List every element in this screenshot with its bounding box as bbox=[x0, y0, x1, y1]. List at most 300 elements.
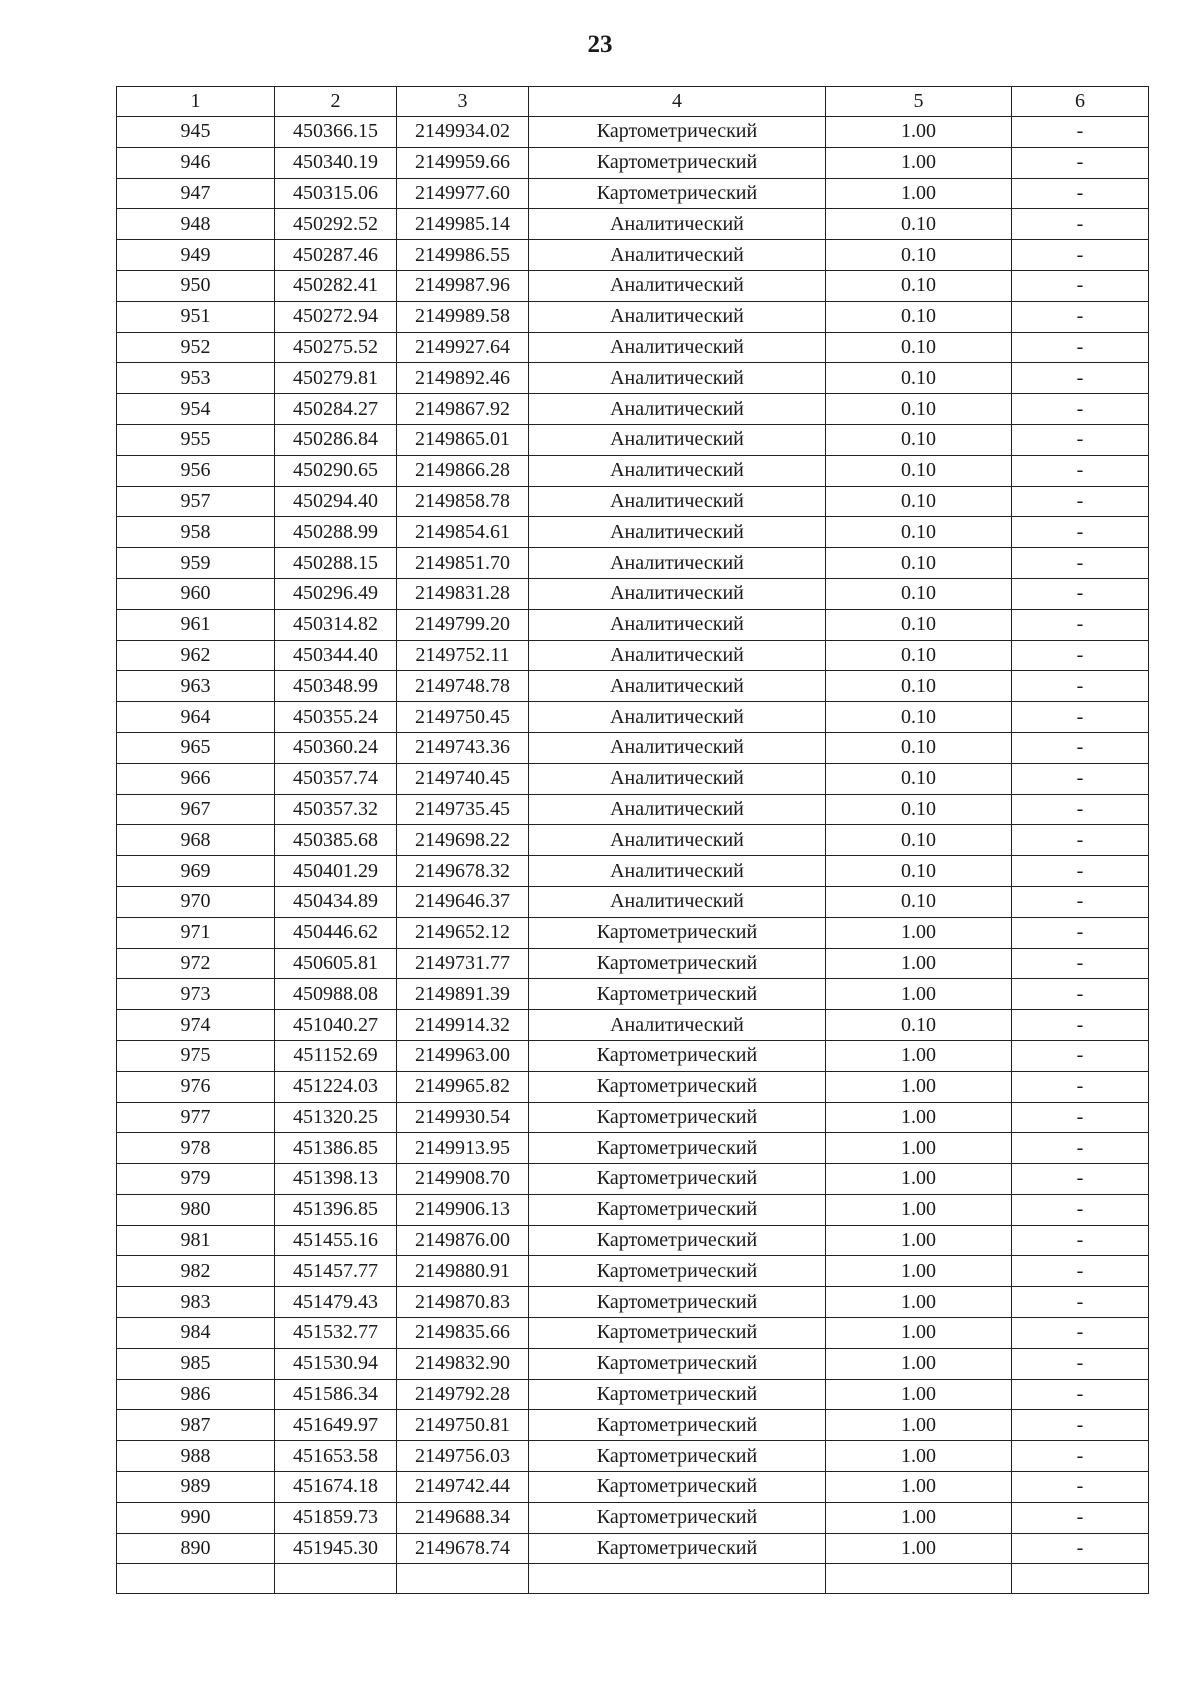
accuracy-cell: 1.00 bbox=[826, 147, 1012, 178]
empty-table-row bbox=[117, 1564, 1149, 1594]
table-row bbox=[117, 486, 1149, 517]
empty-cell bbox=[117, 1564, 275, 1594]
point-number-cell: 948 bbox=[117, 209, 275, 240]
method-cell: Аналитический bbox=[529, 517, 826, 548]
table-row bbox=[117, 671, 1149, 702]
y-coordinate-cell: 2149835.66 bbox=[397, 1318, 529, 1349]
y-coordinate-cell: 2149831.28 bbox=[397, 578, 529, 609]
y-coordinate-cell: 2149688.34 bbox=[397, 1502, 529, 1533]
y-coordinate-cell: 2149735.45 bbox=[397, 794, 529, 825]
method-cell: Картометрический bbox=[529, 1040, 826, 1071]
point-number-cell: 978 bbox=[117, 1133, 275, 1164]
method-cell: Картометрический bbox=[529, 1348, 826, 1379]
method-cell: Картометрический bbox=[529, 1441, 826, 1472]
y-coordinate-cell: 2149652.12 bbox=[397, 917, 529, 948]
y-coordinate-cell: 2149742.44 bbox=[397, 1472, 529, 1503]
y-coordinate-cell: 2149678.32 bbox=[397, 856, 529, 887]
note-cell: - bbox=[1012, 117, 1149, 148]
y-coordinate-cell: 2149743.36 bbox=[397, 732, 529, 763]
empty-cell bbox=[529, 1564, 826, 1594]
accuracy-cell: 0.10 bbox=[826, 301, 1012, 332]
x-coordinate-cell: 450288.15 bbox=[275, 548, 397, 579]
table-row bbox=[117, 732, 1149, 763]
note-cell: - bbox=[1012, 948, 1149, 979]
point-number-cell: 964 bbox=[117, 702, 275, 733]
column-header-1: 1 bbox=[117, 87, 275, 117]
x-coordinate-cell: 451649.97 bbox=[275, 1410, 397, 1441]
method-cell: Картометрический bbox=[529, 1194, 826, 1225]
accuracy-cell: 1.00 bbox=[826, 1441, 1012, 1472]
x-coordinate-cell: 450279.81 bbox=[275, 363, 397, 394]
note-cell: - bbox=[1012, 548, 1149, 579]
table-row bbox=[117, 640, 1149, 671]
accuracy-cell: 0.10 bbox=[826, 332, 1012, 363]
accuracy-cell: 1.00 bbox=[826, 1225, 1012, 1256]
method-cell: Картометрический bbox=[529, 1133, 826, 1164]
point-number-cell: 979 bbox=[117, 1164, 275, 1195]
x-coordinate-cell: 450286.84 bbox=[275, 424, 397, 455]
point-number-cell: 969 bbox=[117, 856, 275, 887]
point-number-cell: 955 bbox=[117, 424, 275, 455]
y-coordinate-cell: 2149865.01 bbox=[397, 424, 529, 455]
x-coordinate-cell: 450605.81 bbox=[275, 948, 397, 979]
point-number-cell: 953 bbox=[117, 363, 275, 394]
accuracy-cell: 0.10 bbox=[826, 394, 1012, 425]
empty-cell bbox=[1012, 1564, 1149, 1594]
table-row bbox=[117, 147, 1149, 178]
note-cell: - bbox=[1012, 763, 1149, 794]
table-row bbox=[117, 455, 1149, 486]
x-coordinate-cell: 450296.49 bbox=[275, 578, 397, 609]
method-cell: Картометрический bbox=[529, 1256, 826, 1287]
y-coordinate-cell: 2149880.91 bbox=[397, 1256, 529, 1287]
x-coordinate-cell: 450344.40 bbox=[275, 640, 397, 671]
point-number-cell: 972 bbox=[117, 948, 275, 979]
accuracy-cell: 1.00 bbox=[826, 1194, 1012, 1225]
accuracy-cell: 0.10 bbox=[826, 702, 1012, 733]
note-cell: - bbox=[1012, 209, 1149, 240]
note-cell: - bbox=[1012, 240, 1149, 271]
point-number-cell: 947 bbox=[117, 178, 275, 209]
accuracy-cell: 1.00 bbox=[826, 1102, 1012, 1133]
y-coordinate-cell: 2149891.39 bbox=[397, 979, 529, 1010]
method-cell: Картометрический bbox=[529, 1318, 826, 1349]
empty-cell bbox=[826, 1564, 1012, 1594]
table-row bbox=[117, 424, 1149, 455]
y-coordinate-cell: 2149913.95 bbox=[397, 1133, 529, 1164]
point-number-cell: 971 bbox=[117, 917, 275, 948]
y-coordinate-cell: 2149750.81 bbox=[397, 1410, 529, 1441]
y-coordinate-cell: 2149731.77 bbox=[397, 948, 529, 979]
method-cell: Картометрический bbox=[529, 1502, 826, 1533]
method-cell: Аналитический bbox=[529, 794, 826, 825]
table-row bbox=[117, 394, 1149, 425]
point-number-cell: 968 bbox=[117, 825, 275, 856]
x-coordinate-cell: 450446.62 bbox=[275, 917, 397, 948]
note-cell: - bbox=[1012, 1194, 1149, 1225]
table-row bbox=[117, 240, 1149, 271]
y-coordinate-cell: 2149985.14 bbox=[397, 209, 529, 240]
page-number: 23 bbox=[587, 31, 613, 58]
table-row bbox=[117, 1133, 1149, 1164]
note-cell: - bbox=[1012, 794, 1149, 825]
y-coordinate-cell: 2149876.00 bbox=[397, 1225, 529, 1256]
point-number-cell: 988 bbox=[117, 1441, 275, 1472]
table-row bbox=[117, 1472, 1149, 1503]
x-coordinate-cell: 450282.41 bbox=[275, 270, 397, 301]
point-number-cell: 960 bbox=[117, 578, 275, 609]
note-cell: - bbox=[1012, 640, 1149, 671]
method-cell: Картометрический bbox=[529, 178, 826, 209]
y-coordinate-cell: 2149698.22 bbox=[397, 825, 529, 856]
note-cell: - bbox=[1012, 1410, 1149, 1441]
accuracy-cell: 1.00 bbox=[826, 1287, 1012, 1318]
note-cell: - bbox=[1012, 825, 1149, 856]
column-header-3: 3 bbox=[397, 87, 529, 117]
y-coordinate-cell: 2149748.78 bbox=[397, 671, 529, 702]
table-row bbox=[117, 548, 1149, 579]
x-coordinate-cell: 450385.68 bbox=[275, 825, 397, 856]
point-number-cell: 952 bbox=[117, 332, 275, 363]
table-row bbox=[117, 270, 1149, 301]
point-number-cell: 959 bbox=[117, 548, 275, 579]
y-coordinate-cell: 2149646.37 bbox=[397, 886, 529, 917]
method-cell: Аналитический bbox=[529, 332, 826, 363]
x-coordinate-cell: 451320.25 bbox=[275, 1102, 397, 1133]
x-coordinate-cell: 451859.73 bbox=[275, 1502, 397, 1533]
point-number-cell: 945 bbox=[117, 117, 275, 148]
method-cell: Картометрический bbox=[529, 1164, 826, 1195]
column-header-6: 6 bbox=[1012, 87, 1149, 117]
note-cell: - bbox=[1012, 517, 1149, 548]
point-number-cell: 982 bbox=[117, 1256, 275, 1287]
table-row bbox=[117, 825, 1149, 856]
point-number-cell: 946 bbox=[117, 147, 275, 178]
accuracy-cell: 0.10 bbox=[826, 856, 1012, 887]
y-coordinate-cell: 2149799.20 bbox=[397, 609, 529, 640]
accuracy-cell: 1.00 bbox=[826, 1472, 1012, 1503]
point-number-cell: 984 bbox=[117, 1318, 275, 1349]
method-cell: Аналитический bbox=[529, 209, 826, 240]
method-cell: Аналитический bbox=[529, 886, 826, 917]
y-coordinate-cell: 2149934.02 bbox=[397, 117, 529, 148]
column-header-4: 4 bbox=[529, 87, 826, 117]
method-cell: Картометрический bbox=[529, 1287, 826, 1318]
x-coordinate-cell: 450292.52 bbox=[275, 209, 397, 240]
accuracy-cell: 0.10 bbox=[826, 825, 1012, 856]
note-cell: - bbox=[1012, 301, 1149, 332]
point-number-cell: 958 bbox=[117, 517, 275, 548]
accuracy-cell: 0.10 bbox=[826, 424, 1012, 455]
x-coordinate-cell: 450290.65 bbox=[275, 455, 397, 486]
accuracy-cell: 1.00 bbox=[826, 917, 1012, 948]
table-row bbox=[117, 1194, 1149, 1225]
x-coordinate-cell: 451398.13 bbox=[275, 1164, 397, 1195]
table-row bbox=[117, 578, 1149, 609]
x-coordinate-cell: 450360.24 bbox=[275, 732, 397, 763]
method-cell: Аналитический bbox=[529, 240, 826, 271]
table-row bbox=[117, 1225, 1149, 1256]
method-cell: Картометрический bbox=[529, 1102, 826, 1133]
note-cell: - bbox=[1012, 1040, 1149, 1071]
y-coordinate-cell: 2149870.83 bbox=[397, 1287, 529, 1318]
y-coordinate-cell: 2149851.70 bbox=[397, 548, 529, 579]
table-row bbox=[117, 332, 1149, 363]
accuracy-cell: 0.10 bbox=[826, 548, 1012, 579]
accuracy-cell: 0.10 bbox=[826, 240, 1012, 271]
note-cell: - bbox=[1012, 609, 1149, 640]
method-cell: Аналитический bbox=[529, 609, 826, 640]
accuracy-cell: 1.00 bbox=[826, 1256, 1012, 1287]
method-cell: Картометрический bbox=[529, 1379, 826, 1410]
note-cell: - bbox=[1012, 1318, 1149, 1349]
x-coordinate-cell: 451224.03 bbox=[275, 1071, 397, 1102]
x-coordinate-cell: 451040.27 bbox=[275, 1010, 397, 1041]
x-coordinate-cell: 451479.43 bbox=[275, 1287, 397, 1318]
note-cell: - bbox=[1012, 178, 1149, 209]
accuracy-cell: 0.10 bbox=[826, 363, 1012, 394]
accuracy-cell: 0.10 bbox=[826, 578, 1012, 609]
x-coordinate-cell: 450287.46 bbox=[275, 240, 397, 271]
note-cell: - bbox=[1012, 1102, 1149, 1133]
x-coordinate-cell: 451945.30 bbox=[275, 1533, 397, 1564]
x-coordinate-cell: 451532.77 bbox=[275, 1318, 397, 1349]
table-row bbox=[117, 1318, 1149, 1349]
method-cell: Аналитический bbox=[529, 270, 826, 301]
point-number-cell: 981 bbox=[117, 1225, 275, 1256]
x-coordinate-cell: 450288.99 bbox=[275, 517, 397, 548]
note-cell: - bbox=[1012, 424, 1149, 455]
y-coordinate-cell: 2149854.61 bbox=[397, 517, 529, 548]
y-coordinate-cell: 2149750.45 bbox=[397, 702, 529, 733]
x-coordinate-cell: 451386.85 bbox=[275, 1133, 397, 1164]
accuracy-cell: 0.10 bbox=[826, 640, 1012, 671]
y-coordinate-cell: 2149930.54 bbox=[397, 1102, 529, 1133]
method-cell: Аналитический bbox=[529, 455, 826, 486]
column-header-5: 5 bbox=[826, 87, 1012, 117]
accuracy-cell: 1.00 bbox=[826, 1379, 1012, 1410]
x-coordinate-cell: 450357.32 bbox=[275, 794, 397, 825]
table-row bbox=[117, 1256, 1149, 1287]
point-number-cell: 951 bbox=[117, 301, 275, 332]
table-row bbox=[117, 1379, 1149, 1410]
note-cell: - bbox=[1012, 1379, 1149, 1410]
point-number-cell: 987 bbox=[117, 1410, 275, 1441]
y-coordinate-cell: 2149832.90 bbox=[397, 1348, 529, 1379]
x-coordinate-cell: 451152.69 bbox=[275, 1040, 397, 1071]
y-coordinate-cell: 2149987.96 bbox=[397, 270, 529, 301]
point-number-cell: 975 bbox=[117, 1040, 275, 1071]
table-row bbox=[117, 1287, 1149, 1318]
y-coordinate-cell: 2149752.11 bbox=[397, 640, 529, 671]
note-cell: - bbox=[1012, 1502, 1149, 1533]
method-cell: Картометрический bbox=[529, 1071, 826, 1102]
accuracy-cell: 1.00 bbox=[826, 1502, 1012, 1533]
accuracy-cell: 1.00 bbox=[826, 1318, 1012, 1349]
y-coordinate-cell: 2149965.82 bbox=[397, 1071, 529, 1102]
point-number-cell: 949 bbox=[117, 240, 275, 271]
table-row bbox=[117, 1040, 1149, 1071]
x-coordinate-cell: 450366.15 bbox=[275, 117, 397, 148]
table-row bbox=[117, 1102, 1149, 1133]
y-coordinate-cell: 2149977.60 bbox=[397, 178, 529, 209]
accuracy-cell: 1.00 bbox=[826, 979, 1012, 1010]
x-coordinate-cell: 450275.52 bbox=[275, 332, 397, 363]
method-cell: Картометрический bbox=[529, 1472, 826, 1503]
method-cell: Аналитический bbox=[529, 486, 826, 517]
coordinates-table bbox=[116, 86, 1149, 1594]
accuracy-cell: 0.10 bbox=[826, 886, 1012, 917]
method-cell: Картометрический bbox=[529, 948, 826, 979]
x-coordinate-cell: 450294.40 bbox=[275, 486, 397, 517]
y-coordinate-cell: 2149986.55 bbox=[397, 240, 529, 271]
accuracy-cell: 0.10 bbox=[826, 455, 1012, 486]
table-row bbox=[117, 209, 1149, 240]
accuracy-cell: 1.00 bbox=[826, 1071, 1012, 1102]
point-number-cell: 957 bbox=[117, 486, 275, 517]
x-coordinate-cell: 450357.74 bbox=[275, 763, 397, 794]
note-cell: - bbox=[1012, 1287, 1149, 1318]
table-row bbox=[117, 1533, 1149, 1564]
table-row bbox=[117, 1441, 1149, 1472]
table-header-row bbox=[117, 87, 1149, 117]
x-coordinate-cell: 450272.94 bbox=[275, 301, 397, 332]
point-number-cell: 970 bbox=[117, 886, 275, 917]
table-body bbox=[117, 117, 1149, 1594]
y-coordinate-cell: 2149756.03 bbox=[397, 1441, 529, 1472]
method-cell: Аналитический bbox=[529, 856, 826, 887]
table-row bbox=[117, 917, 1149, 948]
x-coordinate-cell: 451396.85 bbox=[275, 1194, 397, 1225]
method-cell: Аналитический bbox=[529, 640, 826, 671]
x-coordinate-cell: 451653.58 bbox=[275, 1441, 397, 1472]
point-number-cell: 965 bbox=[117, 732, 275, 763]
method-cell: Картометрический bbox=[529, 147, 826, 178]
table-row bbox=[117, 1348, 1149, 1379]
method-cell: Аналитический bbox=[529, 363, 826, 394]
table-row bbox=[117, 1010, 1149, 1041]
note-cell: - bbox=[1012, 979, 1149, 1010]
note-cell: - bbox=[1012, 671, 1149, 702]
table-row bbox=[117, 702, 1149, 733]
table-row bbox=[117, 1071, 1149, 1102]
note-cell: - bbox=[1012, 886, 1149, 917]
y-coordinate-cell: 2149963.00 bbox=[397, 1040, 529, 1071]
point-number-cell: 967 bbox=[117, 794, 275, 825]
accuracy-cell: 1.00 bbox=[826, 1040, 1012, 1071]
point-number-cell: 983 bbox=[117, 1287, 275, 1318]
note-cell: - bbox=[1012, 1164, 1149, 1195]
point-number-cell: 977 bbox=[117, 1102, 275, 1133]
note-cell: - bbox=[1012, 486, 1149, 517]
note-cell: - bbox=[1012, 917, 1149, 948]
note-cell: - bbox=[1012, 147, 1149, 178]
note-cell: - bbox=[1012, 1071, 1149, 1102]
y-coordinate-cell: 2149740.45 bbox=[397, 763, 529, 794]
note-cell: - bbox=[1012, 1348, 1149, 1379]
method-cell: Аналитический bbox=[529, 548, 826, 579]
table-row bbox=[117, 517, 1149, 548]
note-cell: - bbox=[1012, 1441, 1149, 1472]
method-cell: Аналитический bbox=[529, 732, 826, 763]
note-cell: - bbox=[1012, 363, 1149, 394]
accuracy-cell: 0.10 bbox=[826, 209, 1012, 240]
note-cell: - bbox=[1012, 732, 1149, 763]
note-cell: - bbox=[1012, 1533, 1149, 1564]
accuracy-cell: 1.00 bbox=[826, 1164, 1012, 1195]
accuracy-cell: 1.00 bbox=[826, 178, 1012, 209]
point-number-cell: 963 bbox=[117, 671, 275, 702]
accuracy-cell: 0.10 bbox=[826, 486, 1012, 517]
accuracy-cell: 0.10 bbox=[826, 671, 1012, 702]
table-row bbox=[117, 948, 1149, 979]
note-cell: - bbox=[1012, 1472, 1149, 1503]
method-cell: Аналитический bbox=[529, 301, 826, 332]
y-coordinate-cell: 2149892.46 bbox=[397, 363, 529, 394]
note-cell: - bbox=[1012, 270, 1149, 301]
method-cell: Картометрический bbox=[529, 1533, 826, 1564]
x-coordinate-cell: 451455.16 bbox=[275, 1225, 397, 1256]
x-coordinate-cell: 450434.89 bbox=[275, 886, 397, 917]
x-coordinate-cell: 450355.24 bbox=[275, 702, 397, 733]
y-coordinate-cell: 2149914.32 bbox=[397, 1010, 529, 1041]
method-cell: Аналитический bbox=[529, 763, 826, 794]
note-cell: - bbox=[1012, 1256, 1149, 1287]
method-cell: Аналитический bbox=[529, 702, 826, 733]
accuracy-cell: 0.10 bbox=[826, 1010, 1012, 1041]
y-coordinate-cell: 2149867.92 bbox=[397, 394, 529, 425]
x-coordinate-cell: 451530.94 bbox=[275, 1348, 397, 1379]
table-row bbox=[117, 1410, 1149, 1441]
note-cell: - bbox=[1012, 332, 1149, 363]
method-cell: Аналитический bbox=[529, 825, 826, 856]
note-cell: - bbox=[1012, 455, 1149, 486]
y-coordinate-cell: 2149989.58 bbox=[397, 301, 529, 332]
point-number-cell: 980 bbox=[117, 1194, 275, 1225]
point-number-cell: 956 bbox=[117, 455, 275, 486]
accuracy-cell: 0.10 bbox=[826, 763, 1012, 794]
accuracy-cell: 1.00 bbox=[826, 948, 1012, 979]
note-cell: - bbox=[1012, 1133, 1149, 1164]
method-cell: Аналитический bbox=[529, 424, 826, 455]
point-number-cell: 966 bbox=[117, 763, 275, 794]
x-coordinate-cell: 450348.99 bbox=[275, 671, 397, 702]
table-row bbox=[117, 301, 1149, 332]
y-coordinate-cell: 2149866.28 bbox=[397, 455, 529, 486]
note-cell: - bbox=[1012, 702, 1149, 733]
method-cell: Картометрический bbox=[529, 117, 826, 148]
y-coordinate-cell: 2149792.28 bbox=[397, 1379, 529, 1410]
table-row bbox=[117, 856, 1149, 887]
table-row bbox=[117, 609, 1149, 640]
point-number-cell: 985 bbox=[117, 1348, 275, 1379]
table-row bbox=[117, 763, 1149, 794]
point-number-cell: 961 bbox=[117, 609, 275, 640]
method-cell: Аналитический bbox=[529, 1010, 826, 1041]
y-coordinate-cell: 2149906.13 bbox=[397, 1194, 529, 1225]
empty-cell bbox=[275, 1564, 397, 1594]
point-number-cell: 954 bbox=[117, 394, 275, 425]
note-cell: - bbox=[1012, 578, 1149, 609]
table-row bbox=[117, 1502, 1149, 1533]
method-cell: Картометрический bbox=[529, 979, 826, 1010]
table-row bbox=[117, 886, 1149, 917]
note-cell: - bbox=[1012, 1010, 1149, 1041]
point-number-cell: 890 bbox=[117, 1533, 275, 1564]
x-coordinate-cell: 451586.34 bbox=[275, 1379, 397, 1410]
accuracy-cell: 0.10 bbox=[826, 794, 1012, 825]
accuracy-cell: 0.10 bbox=[826, 270, 1012, 301]
